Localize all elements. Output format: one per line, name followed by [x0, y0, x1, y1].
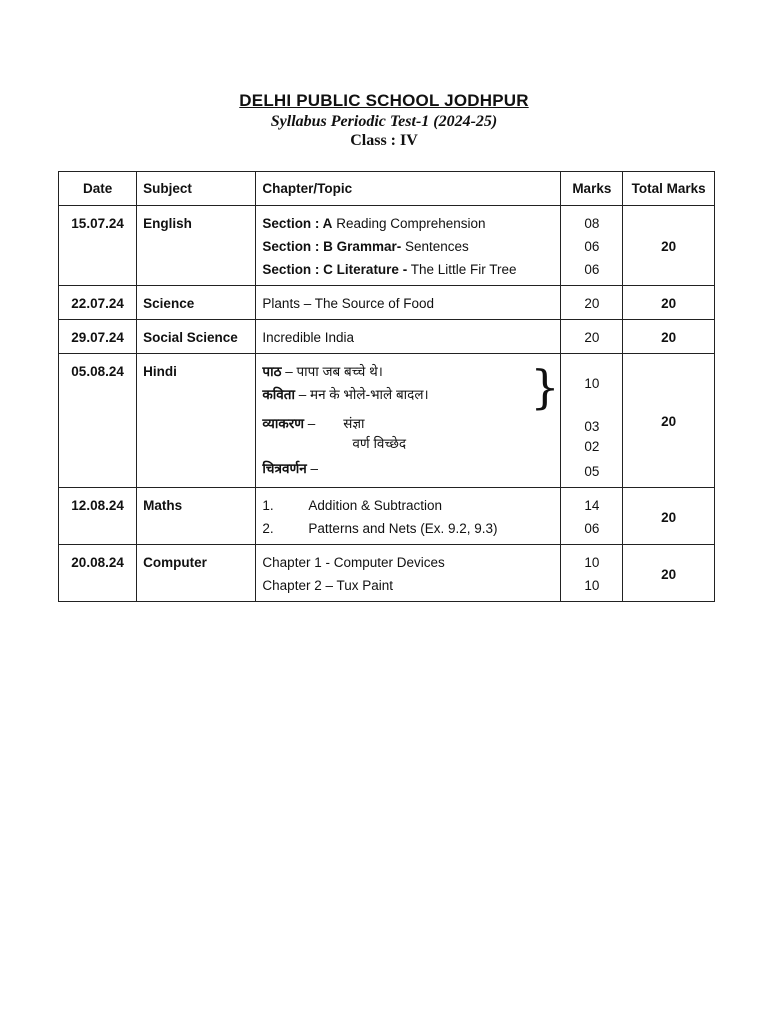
row-subject: English	[137, 206, 256, 286]
topic-label: Section : B Grammar-	[262, 239, 402, 254]
marks-value: 20	[561, 320, 623, 354]
column-header-date: Date	[59, 172, 137, 206]
row-topics	[256, 354, 561, 488]
topic-label: पाठ	[262, 364, 282, 379]
topic-text: Incredible India	[262, 330, 354, 345]
topic-label: कविता	[262, 387, 295, 402]
topic-number: 2.	[262, 521, 274, 536]
row-date: 22.07.24	[59, 286, 137, 320]
row-subject: Maths	[137, 488, 256, 545]
table-row-social-science	[59, 320, 715, 354]
row-topics	[256, 286, 561, 320]
topic-text: Chapter 1 - Computer Devices	[262, 555, 445, 570]
marks-value: 20	[561, 286, 623, 320]
marks-value: 06	[584, 521, 600, 536]
row-marks	[561, 354, 623, 488]
topic-text: Addition & Subtraction	[308, 498, 443, 513]
row-marks	[561, 488, 623, 545]
row-total-marks: 20	[623, 320, 715, 354]
row-date: 05.08.24	[59, 354, 137, 488]
row-topics	[256, 206, 561, 286]
row-total-marks: 20	[623, 354, 715, 488]
topic-text: –	[304, 416, 316, 431]
topic-text: Patterns and Nets (Ex. 9.2, 9.3)	[308, 521, 498, 536]
row-total-marks: 20	[623, 206, 715, 286]
row-topics	[256, 488, 561, 545]
marks-value: 06	[584, 262, 600, 277]
row-topics	[256, 545, 561, 602]
topic-text: वर्ण विच्छेद	[352, 436, 407, 451]
document-subtitle: Syllabus Periodic Test-1 (2024-25)	[270, 113, 498, 130]
right-brace-icon: }	[530, 360, 560, 414]
row-total-marks: 20	[623, 545, 715, 602]
row-subject: Computer	[137, 545, 256, 602]
school-name: DELHI PUBLIC SCHOOL JODHPUR	[239, 91, 529, 110]
row-date: 20.08.24	[59, 545, 137, 602]
document-header	[0, 90, 768, 150]
topic-text: Sentences	[401, 239, 469, 254]
topic-label: व्याकरण	[262, 416, 305, 431]
column-header-total-marks: Total Marks	[623, 172, 715, 206]
table-row-science	[59, 286, 715, 320]
row-marks	[561, 545, 623, 602]
column-header-topic: Chapter/Topic	[256, 172, 561, 206]
marks-value: 02	[584, 439, 600, 454]
row-topics	[256, 320, 561, 354]
class-label: Class : IV	[350, 132, 418, 149]
table-row-maths	[59, 488, 715, 545]
topic-text: Plants – The Source of Food	[262, 296, 435, 311]
table-row-hindi	[59, 354, 715, 488]
topic-text: The Little Fir Tree	[407, 262, 517, 277]
marks-value: 08	[584, 216, 600, 231]
table-row-english	[59, 206, 715, 286]
row-subject: Hindi	[137, 354, 256, 488]
row-marks	[561, 206, 623, 286]
row-date: 12.08.24	[59, 488, 137, 545]
syllabus-table	[58, 171, 715, 602]
table-row-computer	[59, 545, 715, 602]
marks-value: 14	[584, 498, 600, 513]
topic-label: Section : A	[262, 216, 333, 231]
topic-text: Chapter 2 – Tux Paint	[262, 578, 393, 593]
marks-value: 05	[584, 464, 600, 479]
topic-text: – मन के भोले-भाले बादल।	[294, 387, 429, 402]
table-header-row	[59, 172, 715, 206]
marks-value: 03	[584, 419, 600, 434]
column-header-subject: Subject	[137, 172, 256, 206]
marks-value: 10	[584, 555, 600, 570]
column-header-marks: Marks	[561, 172, 623, 206]
row-date: 15.07.24	[59, 206, 137, 286]
marks-value: 10	[584, 578, 600, 593]
topic-subtext: संज्ञा	[343, 416, 365, 431]
topic-number: 1.	[262, 498, 274, 513]
topic-text: –	[306, 461, 318, 476]
row-total-marks: 20	[623, 488, 715, 545]
topic-text: Reading Comprehension	[332, 216, 486, 231]
marks-value: 10	[584, 376, 600, 391]
row-subject: Social Science	[137, 320, 256, 354]
marks-value: 06	[584, 239, 600, 254]
row-date: 29.07.24	[59, 320, 137, 354]
topic-label: Section : C Literature -	[262, 262, 408, 277]
row-total-marks: 20	[623, 286, 715, 320]
row-subject: Science	[137, 286, 256, 320]
topic-text: – पापा जब बच्चे थे।	[281, 364, 383, 379]
topic-label: चित्रवर्णन	[262, 461, 307, 476]
